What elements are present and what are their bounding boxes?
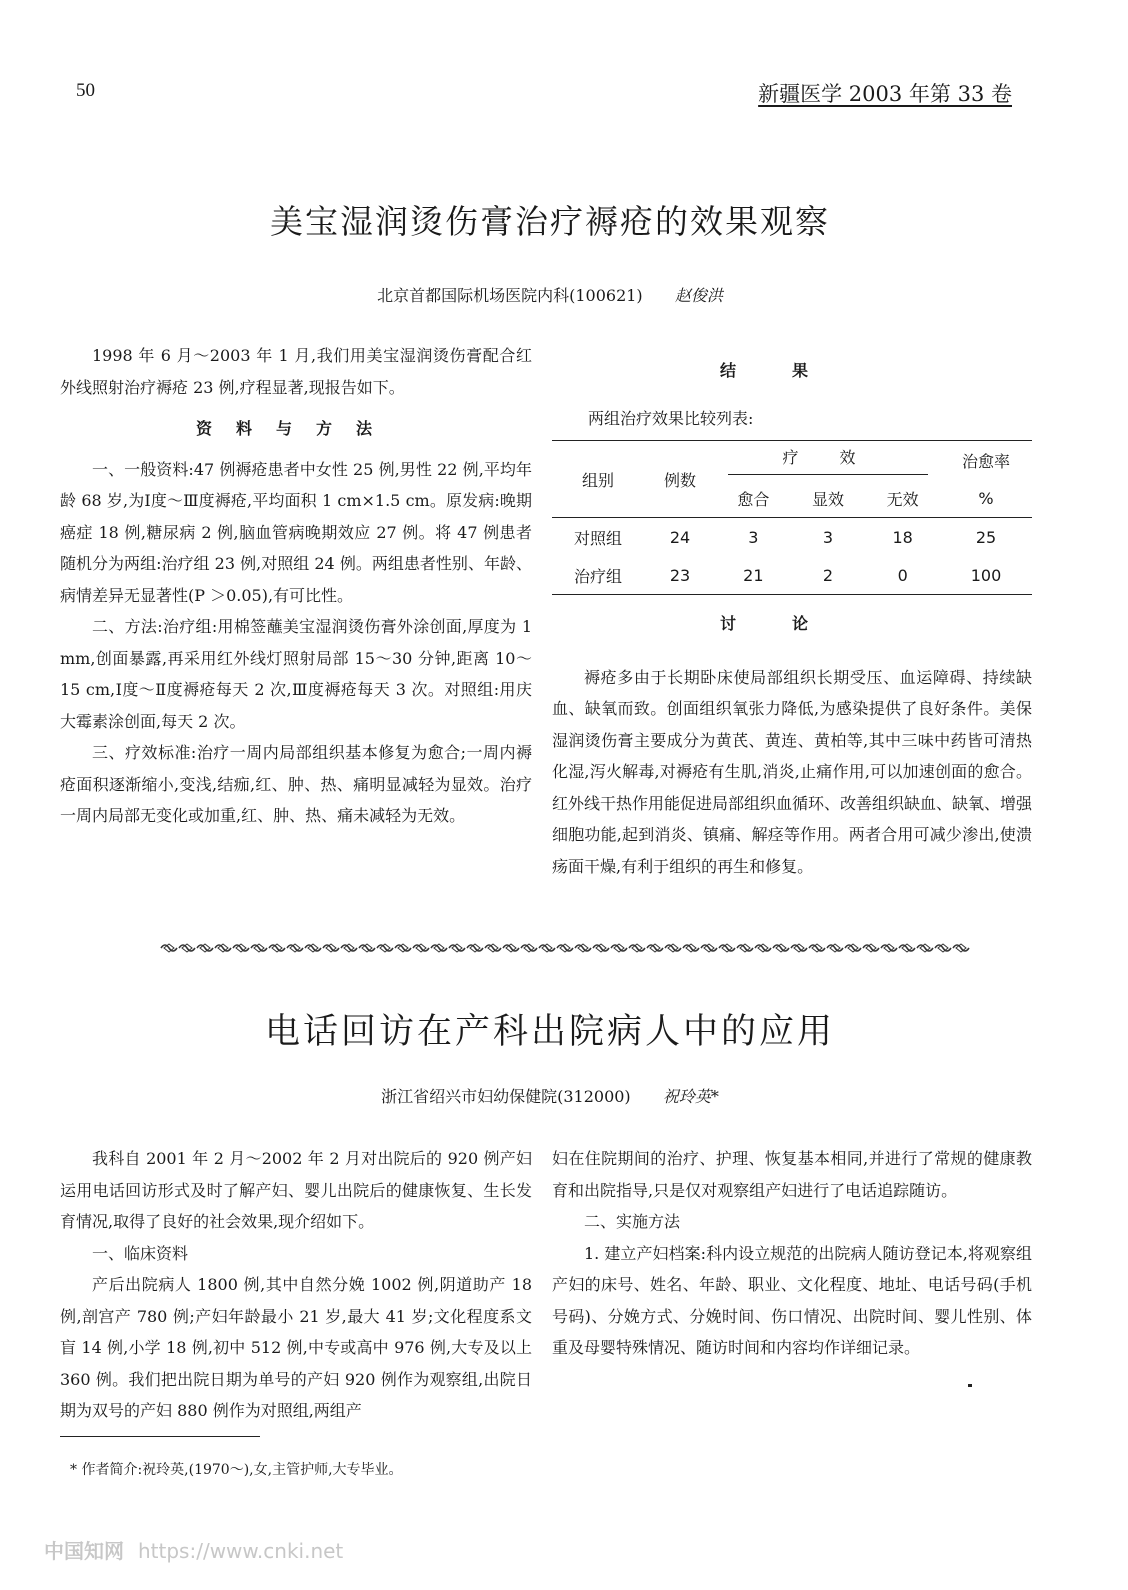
cell-healed: 3 — [748, 527, 759, 547]
results-heading-wrap — [552, 355, 1032, 387]
cell-marked: 2 — [822, 565, 834, 585]
article2-right-column — [552, 1143, 1032, 1364]
methods-para-1: 一、一般资料:47 例褥疮患者中女性 25 例,男性 22 例,平均年龄 68 岁,为Ⅰ度～Ⅲ度褥疮,平均面积 1 cm×1.5 cm。原发病:晚期癌症 18 例,糖尿病 2 例,脑血管病晚期效应 27 例。将 47 例患者随机分为两组:治疗组 23 例,对照组 24 例。两组患者性别、年龄、病情差异无显著性(P ＞0.05),有可比性。 — [60, 459, 532, 605]
article2-title: 电话回访在产科出院病人中的应用 — [264, 1012, 835, 1052]
table-row — [552, 518, 1032, 557]
methods-para-3: 三、疗效标准:治疗一周内局部组织基本修复为愈合;一周内褥疮面积逐渐缩小,变浅,结痂,红、肿、热、痛明显减轻为显效。治疗一周内局部无变化或加重,红、肿、热、痛未减轻为无效。 — [60, 743, 532, 825]
header-none: 无效 — [886, 489, 919, 509]
cell-rate: 100 — [970, 565, 1002, 585]
cell-group: 对照组 — [573, 528, 622, 548]
section1-continuation: 妇在住院期间的治疗、护理、恢复基本相同,并进行了常规的健康教育和出院指导,只是仅对观察组产妇进行了电话追踪随访。 — [552, 1149, 1032, 1200]
section2-body: 1. 建立产妇档案:科内设立规范的出院病人随访登记本,将观察组产妇的床号、姓名、年龄、职业、文化程度、地址、电话号码(手机号码)、分娩方式、分娩时间、伤口情况、出院时间、婴儿性别、体重及母婴特殊情况、随访时间和内容均作详细记录。 — [552, 1243, 1032, 1357]
article2-left-column — [60, 1143, 532, 1427]
article2-intro: 我科自 2001 年 2 月～2002 年 2 月对出院后的 920 例产妇运用电话回访形式及时了解产妇、婴儿出院后的健康恢复、生长发育情况,取得了良好的社会效果,现介绍如下。 — [60, 1149, 532, 1231]
footnote-rule — [60, 1436, 260, 1437]
cell-cases: 24 — [669, 527, 691, 547]
discussion-column — [552, 608, 1032, 882]
article1-left-column — [60, 340, 532, 832]
header-cases: 例数 — [663, 470, 696, 490]
header-effect-label: 疗 效 — [728, 445, 927, 475]
article2-author: 祝玲英* — [662, 1087, 719, 1106]
header-rate-unit: % — [978, 488, 994, 508]
cell-healed: 21 — [743, 565, 764, 585]
methods-heading: 资料与方法 — [195, 419, 396, 438]
discussion-para: 褥疮多由于长期卧床使局部组织长期受压、血运障碍、持续缺血、缺氧而致。创面组织氧张力降低,为感染提供了良好条件。美保湿润烫伤膏主要成分为黄芪、黄连、黄柏等,其中三味中药皆可清热化湿,泻火解毒,对褥疮有生肌,消炎,止痛作用,可以加速创面的愈合。红外线干热作用能促进局部组织血循环、改善组织缺血、缺氧、增强细胞功能,起到消炎、镇痛、解痉等作用。两者合用可减少渗出,使溃疡面干燥,有利于组织的再生和修复。 — [552, 667, 1033, 876]
article1-author: 赵俊洪 — [674, 286, 723, 305]
article2-byline — [0, 1084, 1100, 1107]
footnote: * 作者简介:祝玲英,(1970～),女,主管护师,大专毕业。 — [70, 1462, 403, 1478]
discussion-heading: 讨论 — [719, 614, 864, 633]
cell-none: 0 — [897, 565, 908, 585]
table-caption: 两组治疗效果比较列表: — [588, 409, 754, 428]
stray-mark — [968, 1384, 972, 1387]
results-table — [552, 440, 1032, 595]
header-healed: 愈合 — [737, 489, 770, 509]
article1-byline — [0, 283, 1100, 306]
watermark-url: https://www.cnki.net — [138, 1539, 344, 1563]
cell-marked: 3 — [822, 527, 834, 547]
results-heading: 结果 — [719, 361, 864, 380]
header-marked: 显效 — [811, 489, 844, 509]
journal-header: 新疆医学 2003 年第 33 卷 — [758, 82, 1012, 106]
article1-title: 美宝湿润烫伤膏治疗褥疮的效果观察 — [270, 202, 830, 241]
table-row — [552, 556, 1032, 595]
methods-para-2: 二、方法:治疗组:用棉签蘸美宝湿润烫伤膏外涂创面,厚度为 1 mm,创面暴露,再采用红外线灯照射局部 15～30 分钟,距离 10～15 cm,Ⅰ度～Ⅱ度褥疮每天 2 次,Ⅲ度褥疮每天 3 次。对照组:用庆大霉素涂创面,每天 2 次。 — [60, 617, 532, 731]
cell-rate: 25 — [975, 527, 997, 547]
divider-ornament — [160, 941, 970, 954]
section2-heading: 二、实施方法 — [584, 1212, 681, 1231]
watermark-brand: 中国知网 — [44, 1539, 124, 1563]
section1-heading: 一、临床资料 — [92, 1243, 189, 1263]
article1-affiliation: 北京首都国际机场医院内科(100621) — [377, 286, 643, 305]
article2-affiliation: 浙江省绍兴市妇幼保健院(312000) — [381, 1087, 631, 1106]
cell-none: 18 — [892, 527, 913, 547]
header-rate: 治愈率 — [961, 451, 1010, 471]
page-number: 50 — [76, 80, 95, 101]
results-table-wrap — [552, 440, 1032, 595]
cell-group: 治疗组 — [573, 566, 622, 586]
header-effect — [716, 441, 940, 480]
header-group: 组别 — [581, 470, 614, 490]
article-divider — [160, 940, 970, 954]
cell-cases: 23 — [669, 565, 691, 585]
article1-intro: 1998 年 6 月～2003 年 1 月,我们用美宝湿润烫伤膏配合红外线照射治疗褥疮 23 例,疗程显著,现报告如下。 — [60, 346, 532, 397]
cnki-watermark — [44, 1535, 343, 1564]
section1-body: 产后出院病人 1800 例,其中自然分娩 1002 例,阴道助产 18 例,剖宫产 780 例;产妇年龄最小 21 岁,最大 41 岁;文化程度系文盲 14 例,小学 18 例,初中 512 例,中专或高中 976 例,大专及以上 360 例。我们把出院日期为单号的产妇 920 例作为观察组,出院日期为双号的产妇 880 例作为对照组,两组产 — [60, 1275, 532, 1420]
